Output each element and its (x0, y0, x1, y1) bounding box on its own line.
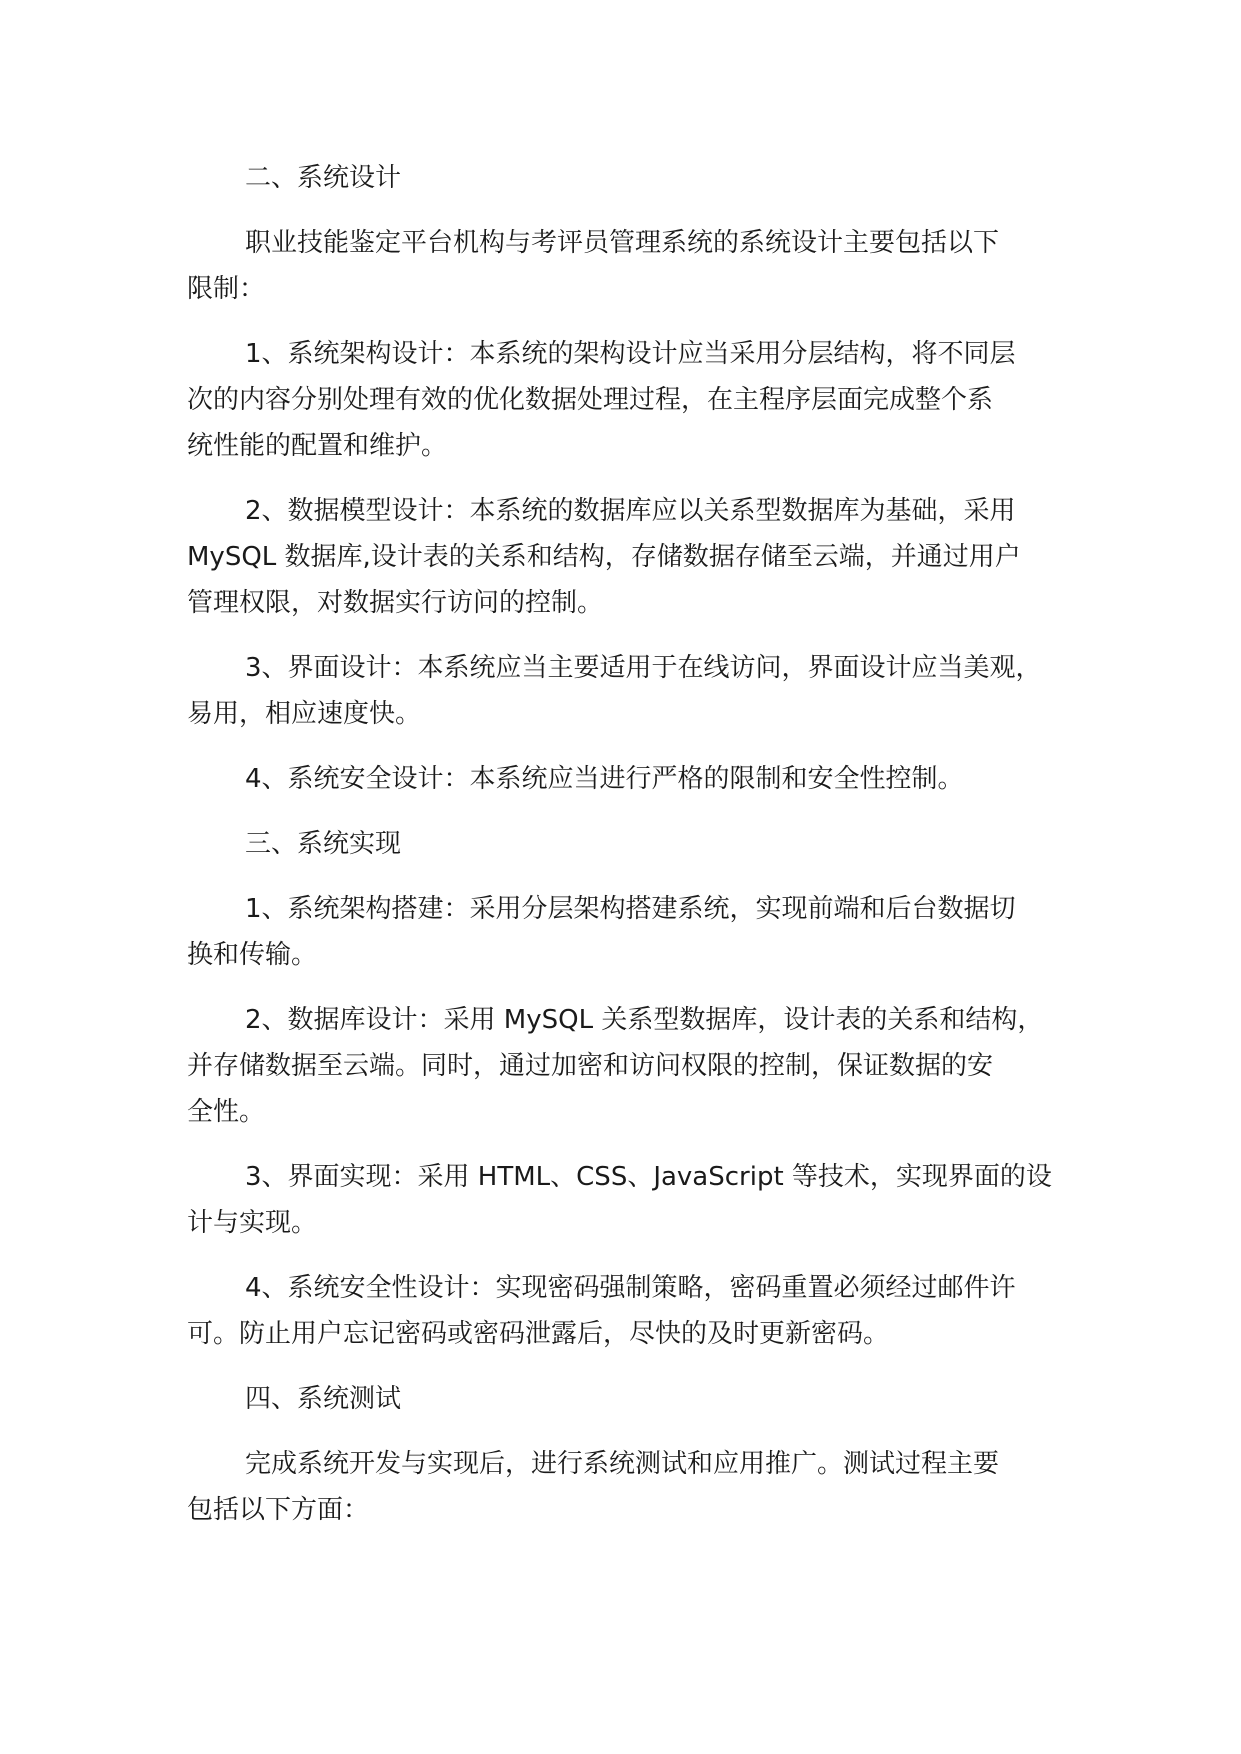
paragraph-interface-implementation (187, 1154, 1072, 1246)
document-body (187, 155, 1072, 1552)
section-heading-system-implementation (187, 821, 1072, 867)
paragraph-architecture-design (187, 331, 1072, 469)
text-line: 4、系统安全设计：本系统应当进行严格的限制和安全性控制。 (245, 764, 964, 794)
paragraph-design-intro (187, 220, 1072, 312)
text-line: 二、系统设计 (245, 163, 402, 193)
text-line: 换和传输。 (187, 940, 318, 970)
text-line: 限制： (187, 274, 266, 304)
text-line: 易用，相应速度快。 (187, 699, 422, 729)
text-line: 三、系统实现 (245, 829, 402, 859)
text-line: 4、系统安全性设计：实现密码强制策略，密码重置必须经过邮件许 (245, 1273, 1016, 1303)
text-line: 1、系统架构设计：本系统的架构设计应当采用分层结构，将不同层 (245, 339, 1016, 369)
text-line: 全性。 (187, 1097, 266, 1127)
text-line: 四、系统测试 (245, 1384, 402, 1414)
paragraph-data-model-design (187, 488, 1072, 626)
text-line: 统性能的配置和维护。 (187, 431, 448, 461)
text-line: 2、数据模型设计：本系统的数据库应以关系型数据库为基础，采用 (245, 496, 1016, 526)
section-heading-system-testing (187, 1376, 1072, 1422)
text-line: 管理权限，对数据实行访问的控制。 (187, 588, 604, 618)
text-line: 次的内容分别处理有效的优化数据处理过程，在主程序层面完成整个系 (187, 385, 994, 415)
section-heading-system-design (187, 155, 1072, 201)
text-line: 3、界面设计：本系统应当主要适用于在线访问，界面设计应当美观， (245, 653, 1042, 683)
paragraph-security-design (187, 756, 1072, 802)
text-line: 包括以下方面： (187, 1495, 370, 1525)
text-line: 并存储数据至云端。同时，通过加密和访问权限的控制，保证数据的安 (187, 1051, 994, 1081)
paragraph-database-design (187, 997, 1072, 1135)
text-line: 完成系统开发与实现后，进行系统测试和应用推广。测试过程主要 (245, 1449, 1000, 1479)
text-line: MySQL 数据库,设计表的关系和结构，存储数据存储至云端，并通过用户 (187, 542, 1021, 572)
paragraph-interface-design (187, 645, 1072, 737)
text-line: 职业技能鉴定平台机构与考评员管理系统的系统设计主要包括以下 (245, 228, 1000, 258)
paragraph-testing-intro (187, 1441, 1072, 1533)
text-line: 3、界面实现：采用 HTML、CSS、JavaScript 等技术，实现界面的设 (245, 1162, 1052, 1192)
text-line: 1、系统架构搭建：采用分层架构搭建系统，实现前端和后台数据切 (245, 894, 1016, 924)
paragraph-architecture-build (187, 886, 1072, 978)
text-line: 计与实现。 (187, 1208, 318, 1238)
text-line: 2、数据库设计：采用 MySQL 关系型数据库，设计表的关系和结构， (245, 1005, 1044, 1035)
text-line: 可。防止用户忘记密码或密码泄露后，尽快的及时更新密码。 (187, 1319, 890, 1349)
paragraph-security-implementation (187, 1265, 1072, 1357)
